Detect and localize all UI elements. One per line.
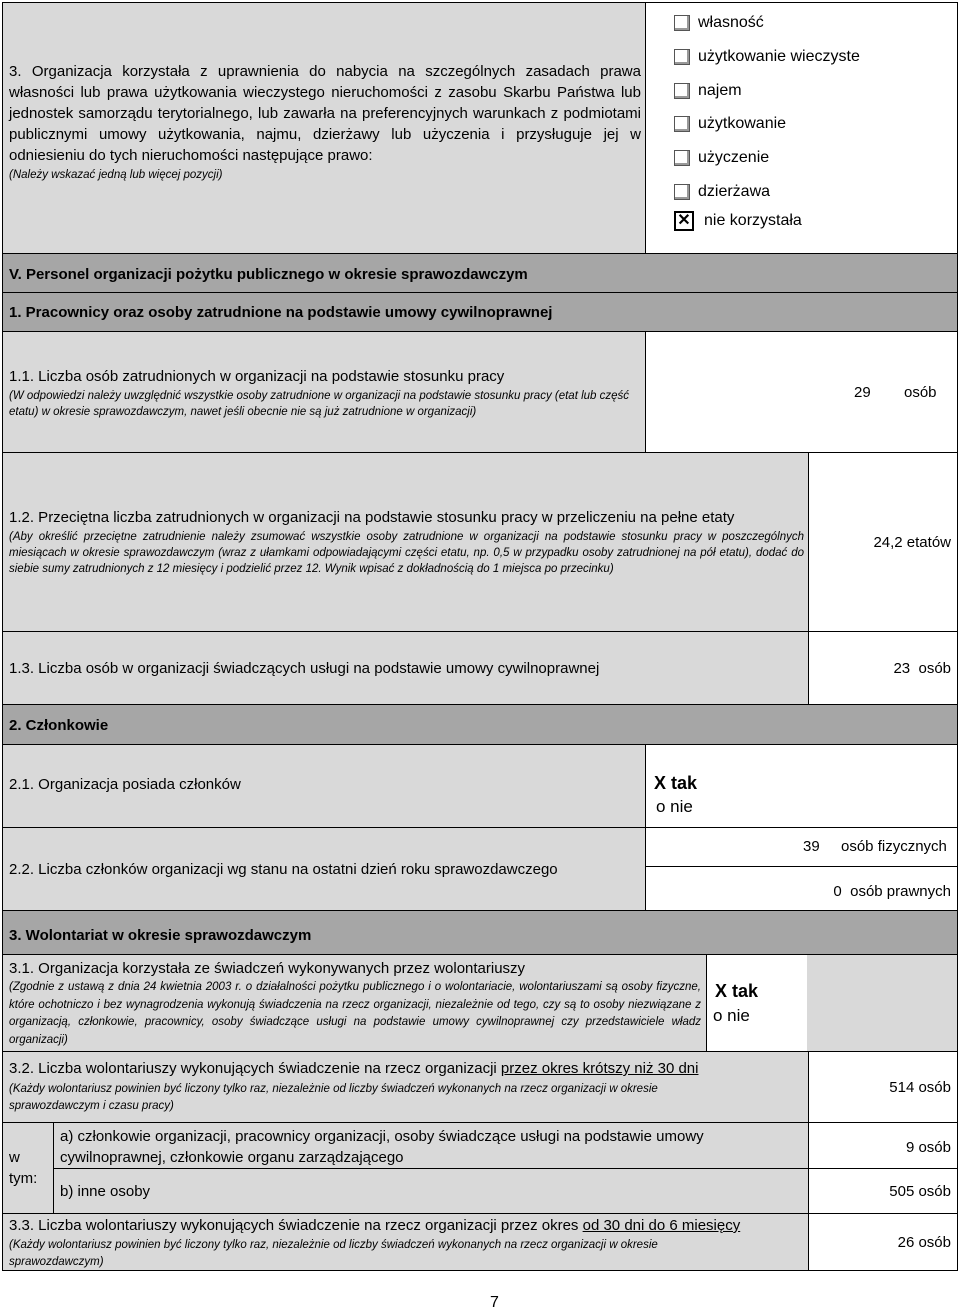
section-v-header: [2, 253, 958, 293]
q22-physical-unit: osób fizycznych: [841, 838, 947, 855]
q11-title: 1.1. Liczba osób zatrudnionych w organizacji na podstawie stosunku pracy: [9, 368, 505, 385]
q21-option-no[interactable]: o nie: [656, 797, 693, 816]
q32-title-text: 3.2. Liczba wolontariuszy wykonujących świadczenie na rzecz organizacji: [9, 1060, 501, 1077]
q32b-value[interactable]: 505 osób: [889, 1183, 951, 1200]
q22-question-cell: [2, 827, 646, 911]
checked-box-icon[interactable]: ✕: [674, 211, 694, 231]
q31-option-no[interactable]: o nie: [713, 1006, 750, 1025]
q32-note: (Każdy wolontariusz powinien być liczony tylko raz, niezależnie od liczby świadczeń wykonanych na rzecz organizacji w okresie sprawozdawczym i czasu pracy): [9, 1083, 658, 1112]
q31-option-yes[interactable]: X tak: [715, 981, 759, 1001]
checkbox-icon[interactable]: [674, 15, 690, 31]
q32a-label: a) członkowie organizacji, pracownicy organizacji, osoby świadczące usługi na podstawie umowy cywilnoprawnej, członkowie organu zarządzającego: [60, 1128, 704, 1166]
section3-options-cell: [645, 2, 958, 254]
option-label: najem: [698, 82, 742, 99]
q11-answer-cell: [645, 331, 958, 453]
option-wlasnosc[interactable]: [674, 11, 764, 35]
q32b-question-cell: [53, 1168, 809, 1214]
subsection-1-title: 1. Pracownicy oraz osoby zatrudnione na podstawie umowy cywilnoprawnej: [9, 304, 553, 321]
q11-value[interactable]: 29: [854, 384, 871, 401]
subsection-2-title: 2. Członkowie: [9, 717, 109, 734]
in-which-label: w tym:: [9, 1149, 38, 1187]
q33-title: [9, 1215, 740, 1236]
option-uzytkowanie[interactable]: [674, 112, 786, 136]
q22-title: 2.2. Liczba członków organizacji wg stanu na ostatni dzień roku sprawozdawczego: [9, 861, 558, 878]
q31-answer-cell: [706, 954, 808, 1052]
option-label: użyczenie: [698, 149, 770, 166]
subsection-1-header: [2, 292, 958, 332]
q21-question-cell: [2, 744, 646, 828]
q11-unit: osób: [904, 384, 937, 401]
option-label: nie korzystała: [704, 212, 802, 229]
q22-physical-cell: [645, 827, 958, 867]
option-najem[interactable]: [674, 79, 742, 103]
section3-question-text: 3. Organizacja korzystała z uprawnienia do nabycia na szczególnych zasadach prawa własności lub prawa użytkowania wieczystego nieruchomości z zasobu Skarbu Państwa lub jednostek samorządu terytorialnego, lub zawarła na preferencyjnych warunkach z podmiotami publicznymi umowy użytkowania, najmu, dzierżawy lub użyczenia i przysługuje jej w odniesieniu do tych nieruchomości następujące prawo:: [9, 63, 641, 164]
option-dzierzawa[interactable]: [674, 180, 770, 204]
q21-answer-cell: [645, 744, 958, 828]
q21-option-yes[interactable]: X tak: [654, 773, 698, 793]
q33-title-text: 3.3. Liczba wolontariuszy wykonujących świadczenie na rzecz organizacji przez okres: [9, 1217, 583, 1234]
section3-note: (Należy wskazać jedną lub więcej pozycji): [9, 169, 223, 181]
q22-legal-cell: [645, 866, 958, 911]
q33-note: (Każdy wolontariusz powinien być liczony tylko raz, niezależnie od liczby świadczeń wykonanych na rzecz organizacji w okresie sprawozdawczym): [9, 1239, 658, 1268]
checkbox-icon[interactable]: [674, 83, 690, 99]
subsection-2-header: [2, 704, 958, 745]
q21-title: 2.1. Organizacja posiada członków: [9, 776, 241, 793]
option-label: użytkowanie: [698, 115, 787, 132]
checkbox-icon[interactable]: [674, 49, 690, 65]
page-number: 7: [490, 1294, 499, 1311]
q12-answer-cell: [808, 452, 958, 632]
option-label: użytkowanie wieczyste: [698, 48, 860, 65]
q31-filler: [807, 954, 958, 1052]
q32a-question-cell: [53, 1122, 809, 1169]
q32a-answer-cell: [808, 1122, 958, 1169]
q13-title: 1.3. Liczba osób w organizacji świadczących usługi na podstawie umowy cywilnoprawnej: [9, 660, 600, 677]
checkbox-icon[interactable]: [674, 184, 690, 200]
option-label: dzierżawa: [698, 183, 771, 200]
q13-question-cell: [2, 631, 809, 705]
q32b-answer-cell: [808, 1168, 958, 1214]
q32b-label: b) inne osoby: [60, 1183, 151, 1200]
q33-question-cell: [2, 1213, 809, 1271]
q13-answer-cell: [808, 631, 958, 705]
subsection-3-title: 3. Wolontariat w okresie sprawozdawczym: [9, 927, 312, 944]
q32-title-underlined: przez okres krótszy niż 30 dni: [500, 1060, 699, 1077]
in-which-cell: [2, 1122, 54, 1214]
q12-question-cell: [2, 452, 809, 632]
checkbox-icon[interactable]: [674, 116, 690, 132]
q32a-value[interactable]: 9 osób: [905, 1139, 951, 1156]
section3-question-cell: [2, 2, 646, 254]
q13-value[interactable]: 23 osób: [893, 660, 951, 677]
q32-question-cell: [2, 1051, 809, 1123]
q33-answer-cell: [808, 1213, 958, 1271]
checkbox-icon[interactable]: [674, 150, 690, 166]
option-nie-korzystala[interactable]: [674, 209, 802, 233]
q31-question-cell: [2, 954, 707, 1052]
q31-title: 3.1. Organizacja korzystała ze świadczeń wykonywanych przez wolontariuszy: [9, 960, 526, 977]
q32-answer-cell: [808, 1051, 958, 1123]
q31-note: (Zgodnie z ustawą z dnia 24 kwietnia 2003 r. o działalności pożytku publicznego i o wolontariacie, wolontariuszami są osoby fizyczne, które ochotniczo i bez wynagrodzenia wykonują świadczenia na rzecz organizacji, niezależnie od tego, czy są to osoby niezwiązane z organizacją, członkowie, pracownicy, osoby świadczące usługi na podstawie umowy cywilnoprawnej czy przedstawiciele władz organizacji): [9, 981, 701, 1046]
q12-value[interactable]: 24,2 etatów: [873, 534, 951, 551]
q12-title: 1.2. Przeciętna liczba zatrudnionych w organizacji na podstawie stosunku pracy w przeliczeniu na pełne etaty: [9, 509, 735, 526]
option-uzyczenie[interactable]: [674, 146, 769, 170]
q33-value[interactable]: 26 osób: [897, 1234, 951, 1251]
q22-physical-value[interactable]: 39: [803, 838, 820, 855]
option-label: własność: [698, 14, 764, 31]
q33-title-underlined: od 30 dni do 6 miesięcy: [582, 1217, 741, 1234]
option-uzytkowanie-wieczyste[interactable]: [674, 45, 860, 69]
q11-question-cell: [2, 331, 646, 453]
q22-legal-value[interactable]: 0 osób prawnych: [833, 883, 951, 900]
q32-value[interactable]: 514 osób: [889, 1079, 951, 1096]
subsection-3-header: [2, 910, 958, 955]
q11-note: (W odpowiedzi należy uwzględnić wszystkie osoby zatrudnione w organizacji na podstawie stosunku pracy (etat lub część etatu) w okresie sprawozdawczym, nawet jeśli obecnie nie są już zatrudnione w organizacji): [9, 390, 630, 418]
section-v-title: V. Personel organizacji pożytku publicznego w okresie sprawozdawczym: [9, 266, 528, 283]
q12-note: (Aby określić przeciętne zatrudnienie należy zsumować wszystkie osoby zatrudnione w organizacji na podstawie stosunku pracy w poszczególnych miesiącach w okresie sprawozdawczym (wraz z ułamkami odpowiadającymi części etatu, np. 0,5 w przypadku osoby zatrudnionej na pół etatu), dodać do siebie sumy zatrudnionych z 12 miesięcy i podzielić przez 12. Wynik wpisać z dokładnością do 1 miejsca po przecinku): [9, 531, 804, 575]
q32-title: [9, 1058, 698, 1079]
